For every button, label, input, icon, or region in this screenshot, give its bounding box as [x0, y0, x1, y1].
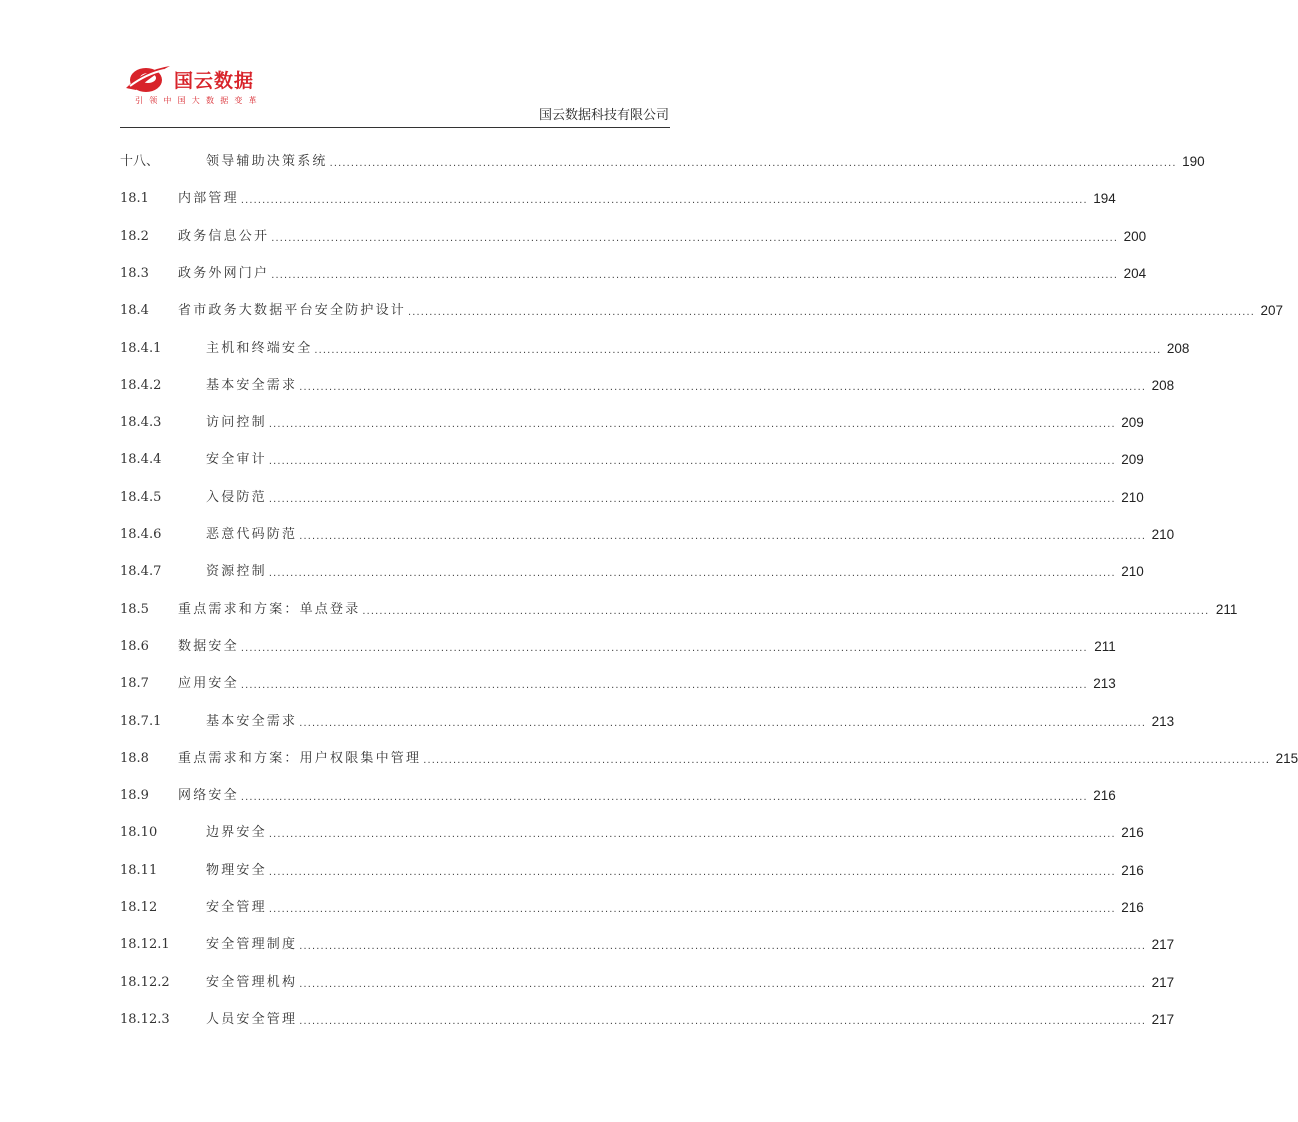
toc-entry-page: 213	[1151, 713, 1175, 729]
toc-entry-number: 18.12	[120, 900, 158, 915]
toc-entry-page: 211	[1094, 638, 1116, 654]
toc-entry-page: 217	[1151, 937, 1175, 953]
logo-swoosh-icon	[124, 62, 174, 96]
toc-entry[interactable]	[120, 662, 1116, 692]
toc-entry-number: 18.4	[120, 303, 149, 319]
toc-entry-number: 18.2	[120, 228, 149, 244]
toc-entry[interactable]	[120, 476, 1144, 506]
toc-entry-page: 194	[1093, 191, 1116, 207]
toc-entry[interactable]	[120, 177, 1116, 207]
toc-entry-number: 18.9	[120, 788, 149, 804]
toc-leader-dots: .......................................................................................................................................................................................................	[299, 977, 1147, 990]
toc-leader-dots: .......................................................................................................................................................................................................	[299, 1014, 1147, 1027]
toc-leader-dots: .......................................................................................................................................................................................................	[271, 268, 1119, 281]
toc-entry-page: 190	[1182, 154, 1205, 169]
toc-entry-title: 物理安全	[206, 862, 267, 878]
toc-entry[interactable]	[120, 140, 1205, 170]
toc-leader-dots: .......................................................................................................................................................................................................	[329, 157, 1177, 169]
toc-leader-dots: .......................................................................................................................................................................................................	[240, 679, 1088, 692]
toc-entry-title: 安全审计	[206, 452, 267, 468]
toc-entry-number: 18.7.1	[120, 713, 162, 729]
toc-entry-title: 领导辅助决策系统	[206, 154, 328, 169]
toc-entry[interactable]	[120, 289, 1283, 319]
toc-entry-title: 安全管理制度	[206, 937, 298, 953]
toc-leader-dots: .......................................................................................................................................................................................................	[240, 641, 1088, 654]
toc-entry-title: 访问控制	[206, 415, 267, 431]
toc-entry-page: 216	[1121, 862, 1144, 878]
toc-entry-number: 18.4.2	[120, 377, 162, 393]
toc-leader-dots: .......................................................................................................................................................................................................	[362, 604, 1210, 617]
toc-entry-number: 18.1	[120, 191, 149, 207]
toc-entry-title: 数据安全	[178, 638, 239, 654]
toc-leader-dots: .......................................................................................................................................................................................................	[299, 530, 1147, 542]
toc-leader-dots: .......................................................................................................................................................................................................	[408, 306, 1255, 319]
toc-leader-dots: .......................................................................................................................................................................................................	[268, 418, 1116, 431]
toc-entry-number: 18.4.4	[120, 452, 162, 468]
toc-entry-title: 网络安全	[178, 788, 239, 804]
toc-entry-page: 217	[1151, 1011, 1175, 1027]
toc-entry[interactable]	[120, 215, 1147, 245]
toc-leader-dots: .......................................................................................................................................................................................................	[268, 865, 1116, 878]
toc-entry-page: 208	[1151, 377, 1175, 393]
toc-leader-dots: .......................................................................................................................................................................................................	[268, 903, 1116, 915]
toc-entry-page: 216	[1093, 788, 1116, 804]
toc-entry[interactable]	[120, 438, 1144, 468]
toc-leader-dots: .......................................................................................................................................................................................................	[268, 828, 1116, 841]
toc-entry-number: 18.5	[120, 601, 149, 617]
toc-leader-dots: .......................................................................................................................................................................................................	[299, 380, 1147, 393]
toc-entry-number: 十八、	[120, 154, 160, 169]
toc-entry[interactable]	[120, 550, 1144, 580]
toc-entry-number: 18.4.7	[120, 564, 162, 580]
toc-entry-number: 18.10	[120, 825, 158, 841]
toc-entry[interactable]	[120, 327, 1190, 357]
toc-entry[interactable]	[120, 700, 1175, 730]
toc-leader-dots: .......................................................................................................................................................................................................	[271, 231, 1119, 244]
toc-leader-dots: .......................................................................................................................................................................................................	[299, 940, 1147, 953]
toc-entry-page: 217	[1151, 974, 1175, 990]
toc-entry[interactable]	[120, 737, 1298, 767]
logo-text: 国云数据	[174, 70, 255, 92]
toc-entry-title: 省市政务大数据平台安全防护设计	[178, 303, 407, 319]
toc-entry-title: 政务外网门户	[178, 265, 270, 281]
toc-entry-title: 恶意代码防范	[206, 527, 298, 542]
toc-leader-dots: .......................................................................................................................................................................................................	[240, 194, 1088, 207]
toc-leader-dots: .......................................................................................................................................................................................................	[314, 343, 1162, 356]
toc-entry[interactable]	[120, 961, 1175, 991]
toc-entry-title: 安全管理机构	[206, 974, 298, 990]
toc-entry-page: 211	[1215, 601, 1238, 617]
toc-entry-title: 基本安全需求	[206, 377, 298, 393]
toc-entry-number: 18.11	[120, 862, 158, 878]
toc-entry[interactable]	[120, 998, 1175, 1028]
toc-entry-page: 208	[1166, 340, 1190, 356]
toc-entry-title: 主机和终端安全	[206, 340, 313, 356]
toc-entry[interactable]	[120, 886, 1144, 916]
toc-entry-page: 204	[1123, 265, 1147, 281]
toc-leader-dots: .......................................................................................................................................................................................................	[268, 492, 1116, 505]
toc-entry[interactable]	[120, 923, 1175, 953]
toc-entry-title: 入侵防范	[206, 489, 267, 505]
toc-entry-page: 209	[1121, 452, 1144, 468]
toc-leader-dots: .......................................................................................................................................................................................................	[240, 791, 1088, 804]
toc-entry-page: 207	[1260, 303, 1283, 319]
toc-entry-number: 18.12.2	[120, 974, 170, 990]
toc-entry[interactable]	[120, 401, 1144, 431]
toc-entry-number: 18.4.5	[120, 489, 162, 505]
toc-entry-title: 内部管理	[178, 191, 239, 207]
toc-entry-number: 18.4.6	[120, 527, 162, 542]
toc-entry-title: 政务信息公开	[178, 228, 270, 244]
toc-entry[interactable]	[120, 588, 1238, 618]
company-name: 国云数据科技有限公司	[538, 108, 669, 123]
toc-entry-page: 213	[1093, 676, 1116, 692]
toc-entry[interactable]	[120, 849, 1144, 879]
toc-entry-page: 209	[1121, 415, 1144, 431]
logo-slogan: 引领中国大数据变革	[135, 96, 263, 105]
toc-entry-page: 216	[1121, 900, 1144, 915]
toc-entry[interactable]	[120, 513, 1175, 543]
toc-entry-title: 安全管理	[206, 900, 267, 915]
toc-entry-page: 216	[1121, 825, 1144, 841]
toc-entry-title: 边界安全	[206, 825, 267, 841]
toc-entry-number: 18.12.1	[120, 937, 170, 953]
toc-entry-title: 基本安全需求	[206, 713, 298, 729]
toc-leader-dots: .......................................................................................................................................................................................................	[299, 716, 1147, 729]
header-divider	[120, 127, 670, 128]
company-logo	[124, 62, 284, 108]
toc-entry[interactable]	[120, 774, 1116, 804]
toc-entry[interactable]	[120, 811, 1144, 841]
toc-entry-title: 重点需求和方案：用户权限集中管理	[178, 750, 422, 766]
toc-entry-number: 18.6	[120, 638, 149, 654]
toc-leader-dots: .......................................................................................................................................................................................................	[423, 753, 1271, 766]
toc-entry-page: 215	[1275, 750, 1298, 766]
toc-entry-title: 人员安全管理	[206, 1011, 298, 1027]
toc-entry-title: 重点需求和方案：单点登录	[178, 601, 361, 617]
toc-entry-number: 18.7	[120, 676, 149, 692]
toc-entry-number: 18.4.1	[120, 340, 162, 356]
toc-entry-number: 18.4.3	[120, 415, 162, 431]
toc-entry-page: 210	[1121, 489, 1144, 505]
toc-entry-number: 18.8	[120, 750, 149, 766]
toc-entry-number: 18.3	[120, 265, 149, 281]
toc-leader-dots: .......................................................................................................................................................................................................	[268, 567, 1116, 580]
toc-entry-page: 200	[1123, 228, 1147, 244]
toc-entry-page: 210	[1121, 564, 1144, 580]
toc-entry[interactable]	[120, 625, 1116, 655]
toc-entry[interactable]	[120, 364, 1175, 394]
toc-entry[interactable]	[120, 252, 1147, 282]
toc-entry-page: 210	[1151, 527, 1175, 542]
toc-entry-title: 资源控制	[206, 564, 267, 580]
toc-leader-dots: .......................................................................................................................................................................................................	[268, 455, 1116, 468]
toc-entry-number: 18.12.3	[120, 1011, 170, 1027]
toc-entry-title: 应用安全	[178, 676, 239, 692]
